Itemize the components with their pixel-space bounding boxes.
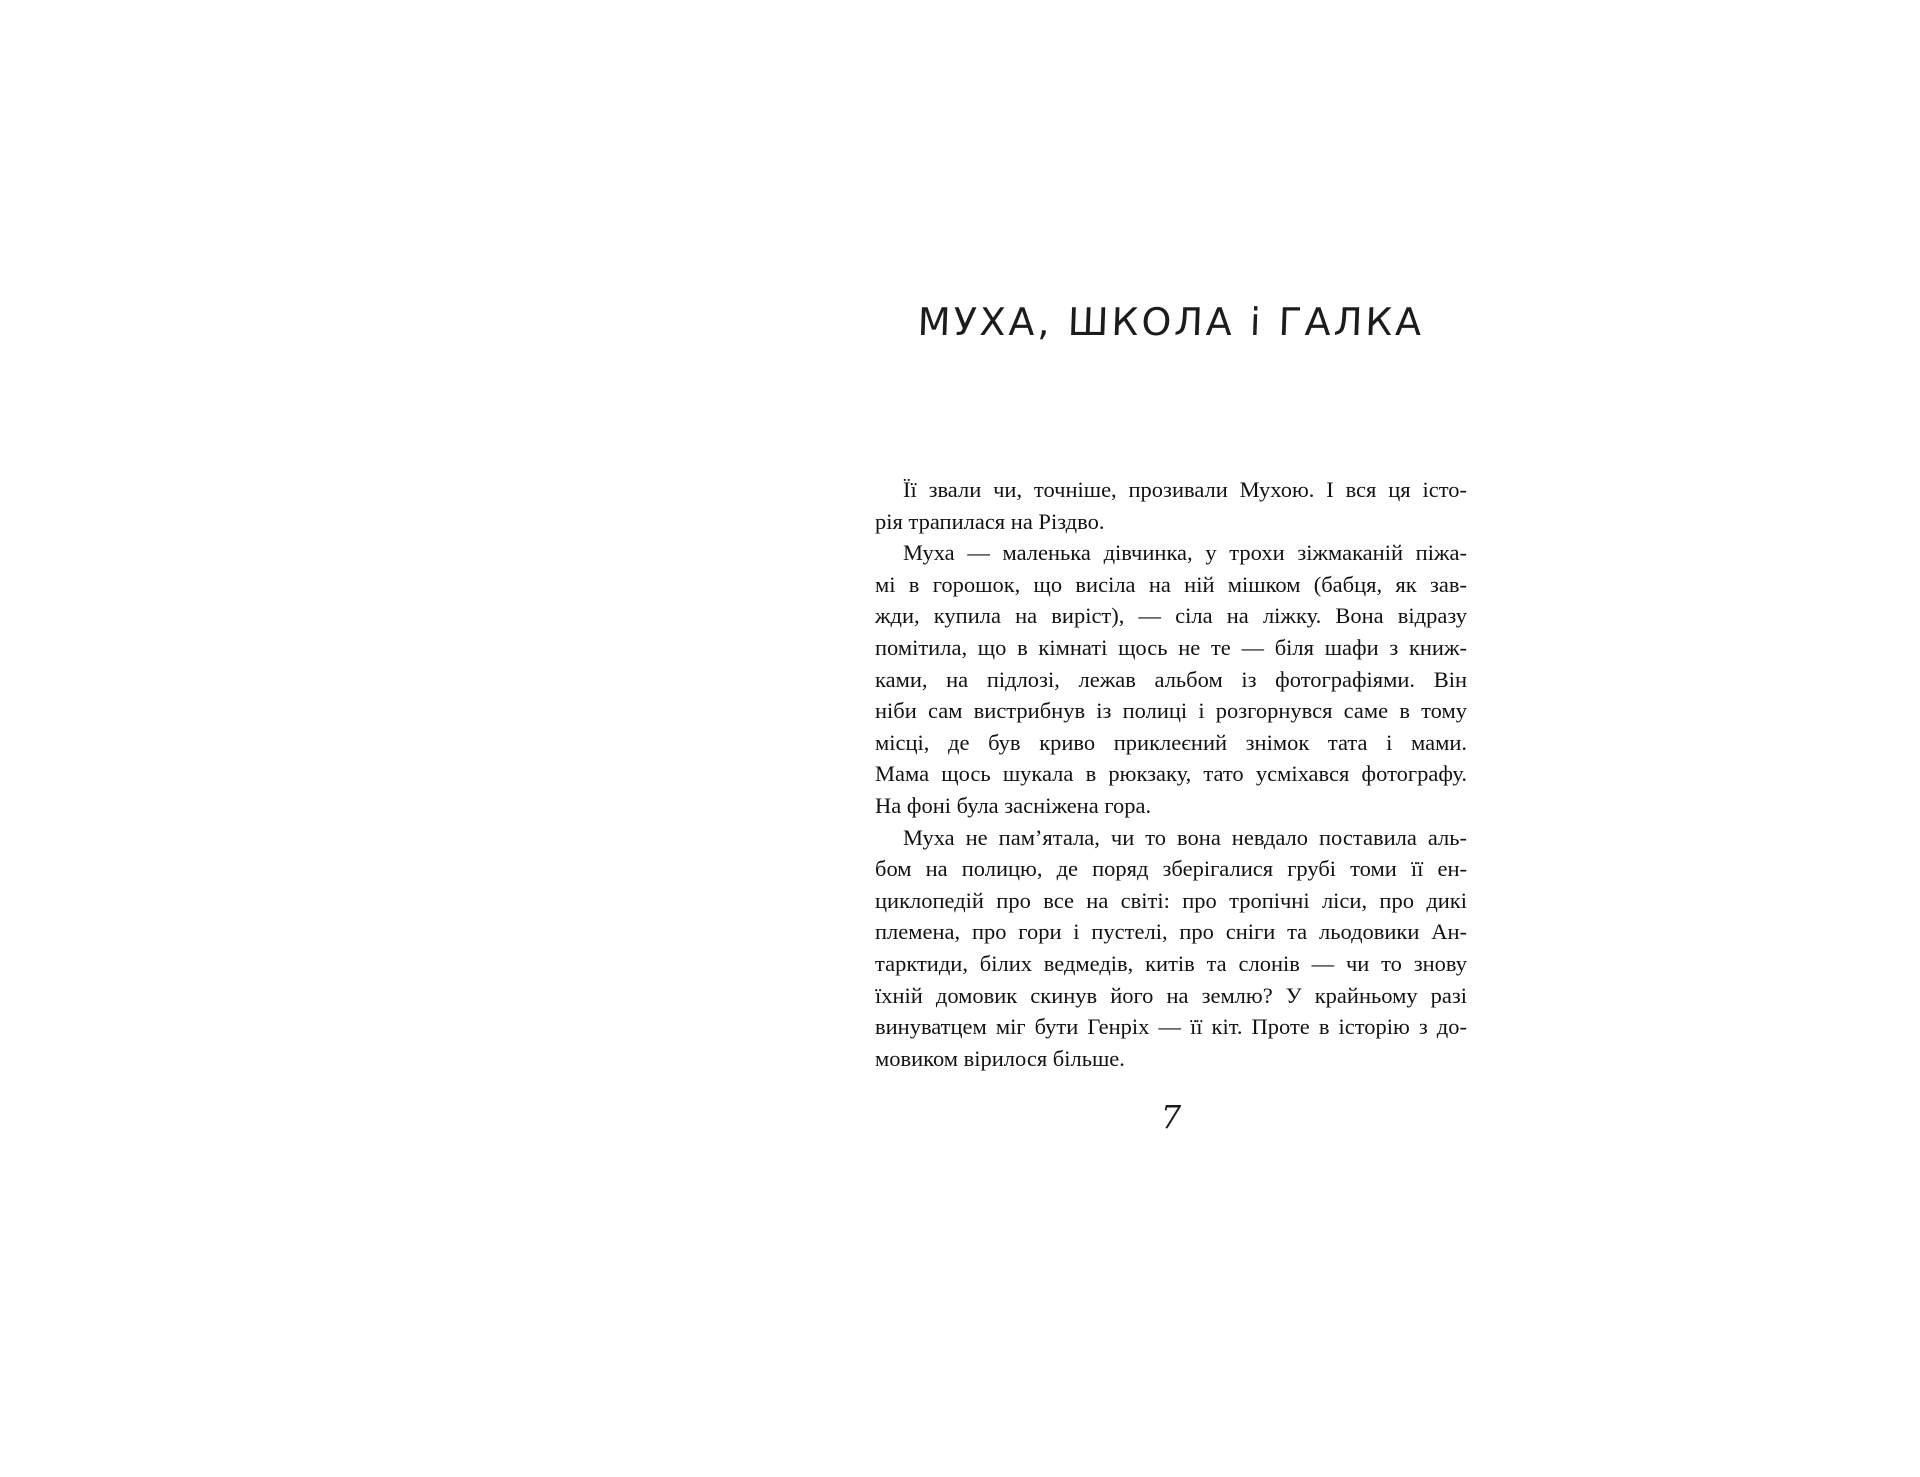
text-line: Муха — маленька дівчинка, у трохи зіжмаканій піжа- — [903, 540, 1467, 566]
paragraph — [875, 474, 1467, 537]
text-line: рія трапилася на Різдво. — [875, 508, 1105, 534]
text-line: Муха не пам’ятала, чи то вона невдало поставила аль- — [903, 824, 1467, 850]
book-page — [875, 0, 1467, 1477]
page-number: 7 — [1160, 1098, 1182, 1136]
text-line: їхній домовик скинув його на землю? У крайньому разі — [875, 982, 1467, 1008]
text-line: бом на полицю, де поряд зберігалися грубі томи її ен- — [875, 856, 1467, 882]
paragraph — [875, 537, 1467, 821]
text-line: мі в горошок, що висіла на ній мішком (бабця, як зав- — [875, 571, 1467, 597]
text-line: племена, про гори і пустелі, про сніги та льодовики Ан- — [875, 919, 1467, 945]
text-line: місці, де був криво приклеєний знімок тата і мами. — [875, 729, 1467, 755]
paragraph — [875, 822, 1467, 1075]
text-line: жди, купила на виріст), — сіла на ліжку. Вона відразу — [875, 603, 1467, 629]
text-line: мовиком вірилося більше. — [875, 1045, 1125, 1071]
text-line: помітила, що в кімнаті щось не те — біля шафи з книж- — [875, 634, 1467, 660]
body-text — [875, 474, 1467, 1074]
text-line: тарктиди, білих ведмедів, китів та слонів — чи то знову — [875, 950, 1467, 976]
text-line: винуватцем міг бути Генріх — її кіт. Проте в історію з до- — [875, 1014, 1467, 1040]
chapter-title: МУХА, ШКОЛА і ГАЛКА — [916, 300, 1426, 344]
text-line: циклопедій про все на світі: про тропічні ліси, про дикі — [875, 887, 1467, 913]
text-line: Мама щось шукала в рюкзаку, тато усміхався фотографу. — [875, 761, 1467, 787]
text-line: ками, на підлозі, лежав альбом із фотографіями. Він — [875, 666, 1467, 692]
text-line: Її звали чи, точніше, прозивали Мухою. І вся ця істо- — [903, 477, 1467, 502]
text-line: ніби сам вистрибнув із полиці і розгорнувся саме в тому — [875, 698, 1467, 724]
text-line: На фоні була засніжена гора. — [875, 792, 1152, 818]
